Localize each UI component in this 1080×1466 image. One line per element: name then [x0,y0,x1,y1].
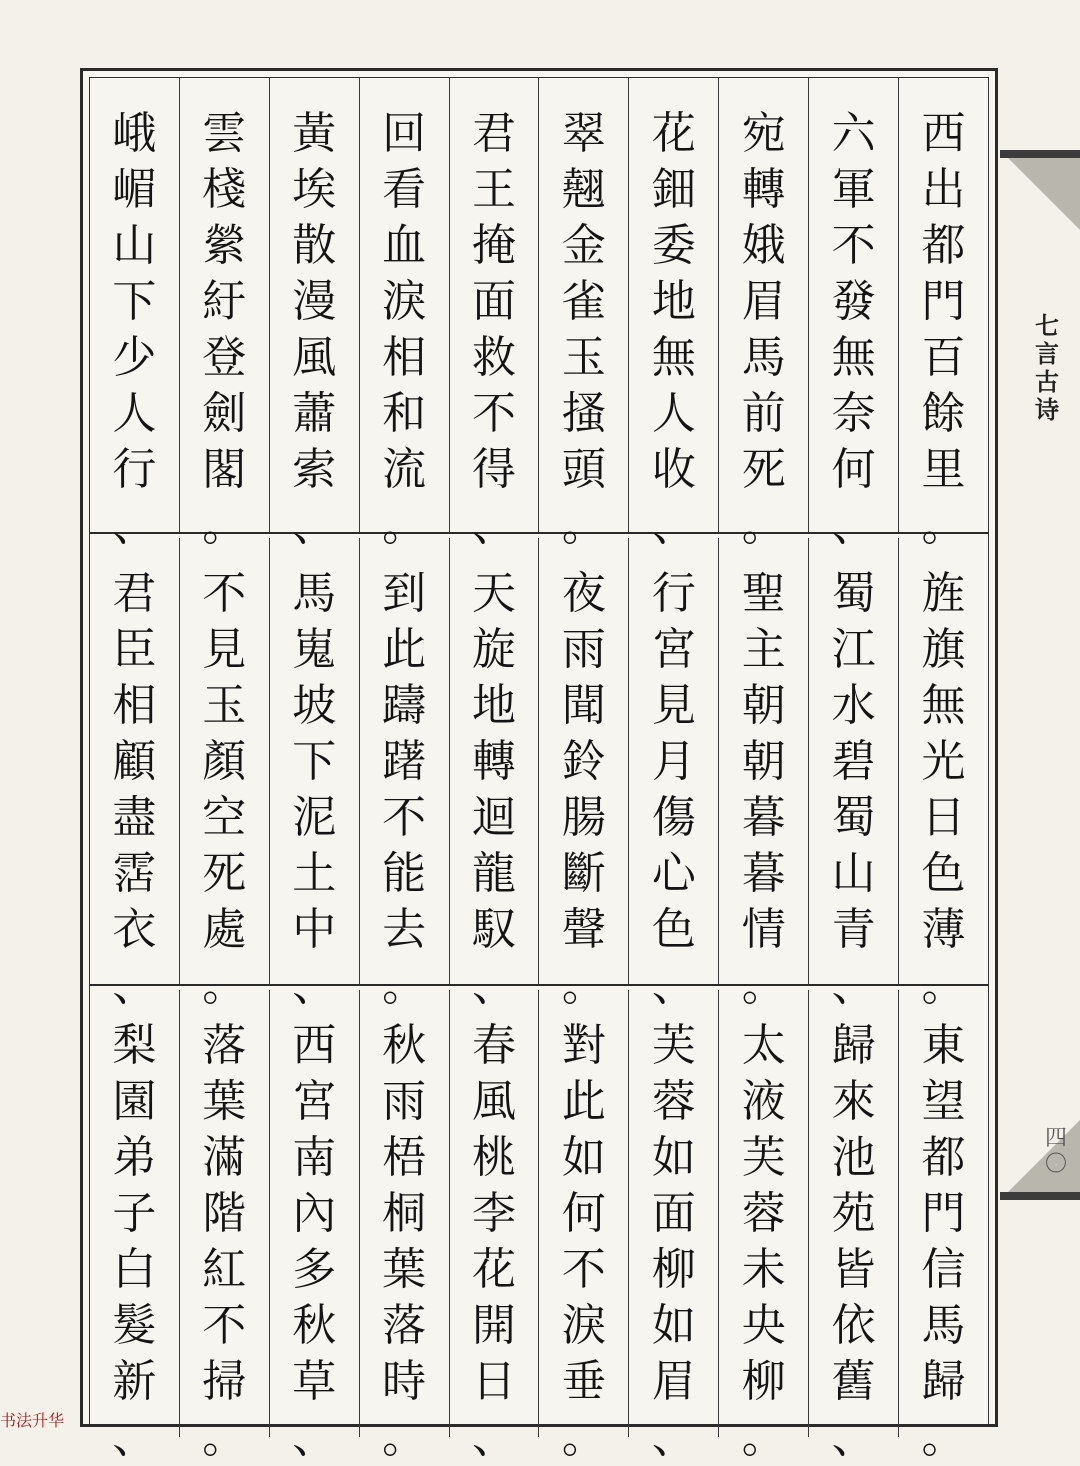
character: 娥 [741,220,786,271]
character: 回 [382,108,427,159]
character: 無 [651,332,696,383]
character: 宮 [651,624,696,675]
character: 。 [741,960,786,1011]
side-tab-top-band [1000,150,1080,158]
character: 去 [382,904,427,955]
character: 翠 [561,108,606,159]
character: 、 [831,1412,876,1463]
side-tab-top-triangle [1000,150,1080,230]
character: 色 [921,848,966,899]
character: 。 [202,1412,247,1463]
character: 鈿 [651,164,696,215]
character: 、 [112,500,157,551]
character: 。 [382,500,427,551]
character: 蓉 [741,1188,786,1239]
character: 地 [472,680,517,731]
character: 旋 [472,624,517,675]
character: 、 [472,500,517,551]
character: 依 [831,1300,876,1351]
character: 未 [741,1244,786,1295]
character: 霑 [112,848,157,899]
character: 臣 [112,624,157,675]
character: 芙 [651,1020,696,1071]
character: 此 [561,1076,606,1127]
character: 山 [831,848,876,899]
character: 登 [202,332,247,383]
character: 得 [472,444,517,495]
character: 、 [472,1412,517,1463]
character: 中 [292,904,337,955]
character: 、 [831,500,876,551]
character: 紆 [202,276,247,327]
text-column [808,990,898,1463]
character: 新 [112,1356,157,1407]
character: 相 [382,332,427,383]
character: 腸 [561,792,606,843]
character: 弟 [112,1132,157,1183]
character: 月 [651,736,696,787]
character: 此 [382,624,427,675]
character: 旗 [921,624,966,675]
character: 宮 [292,1076,337,1127]
character: 都 [921,220,966,271]
character: 白 [112,1244,157,1295]
character: 看 [382,164,427,215]
character: 薄 [921,904,966,955]
character: 。 [741,500,786,551]
character: 無 [831,332,876,383]
character: 嵬 [292,624,337,675]
character: 雨 [561,624,606,675]
character: 坡 [292,680,337,731]
character: 桐 [382,1188,427,1239]
character: 出 [921,164,966,215]
character: 六 [831,108,876,159]
character: 落 [382,1300,427,1351]
character: 和 [382,388,427,439]
character: 東 [921,1020,966,1071]
character: 轉 [741,164,786,215]
character: 馬 [292,568,337,619]
character: 芙 [741,1132,786,1183]
frame-inner [89,77,989,1463]
character: 花 [472,1244,517,1295]
character: 心 [651,848,696,899]
character: 花 [651,108,696,159]
character: 太 [741,1020,786,1071]
character: 空 [202,792,247,843]
character: 峨 [112,108,157,159]
text-column [538,78,628,551]
character: 不 [831,220,876,271]
character: 衣 [112,904,157,955]
character: 園 [112,1076,157,1127]
character: 斷 [561,848,606,899]
character: 餘 [921,388,966,439]
side-tab-bottom-band [1000,1192,1080,1200]
character: 傷 [651,792,696,843]
character: 紅 [202,1244,247,1295]
character: 軍 [831,164,876,215]
character: 朝 [741,680,786,731]
character: 玉 [202,680,247,731]
character: 見 [202,624,247,675]
character: 央 [741,1300,786,1351]
character: 泥 [292,792,337,843]
character: 、 [292,960,337,1011]
character: 青 [831,904,876,955]
character: 盡 [112,792,157,843]
character: 液 [741,1076,786,1127]
character: 聲 [561,904,606,955]
text-column [898,990,988,1463]
character: 苑 [831,1188,876,1239]
character: 不 [202,1300,247,1351]
character: 柳 [741,1356,786,1407]
watermark-text: 书法升华 [0,1411,65,1430]
text-block-3 [90,990,988,1463]
character: 雨 [382,1076,427,1127]
text-column [449,538,539,1011]
character: 、 [292,1412,337,1463]
character: 多 [292,1244,337,1295]
page-number-char: 〇 [1044,1152,1067,1177]
text-column [90,990,179,1463]
character: 碧 [831,736,876,787]
character: 相 [112,680,157,731]
text-column [179,538,269,1011]
character: 。 [561,500,606,551]
character: 君 [472,108,517,159]
character: 、 [651,500,696,551]
character: 蜀 [831,568,876,619]
character: 掩 [472,220,517,271]
text-column [718,538,808,1011]
character: 暮 [741,792,786,843]
character: 歸 [831,1020,876,1071]
character: 百 [921,332,966,383]
character: 、 [292,500,337,551]
character: 迴 [472,792,517,843]
character: 雲 [202,108,247,159]
character: 眉 [741,276,786,327]
character: 地 [651,276,696,327]
character: 不 [382,792,427,843]
character: 見 [651,680,696,731]
character: 血 [382,220,427,271]
character: 漫 [292,276,337,327]
text-column [538,990,628,1463]
character: 人 [651,388,696,439]
character: 色 [651,904,696,955]
character: 對 [561,1020,606,1071]
text-column [90,78,179,551]
character: 。 [202,960,247,1011]
character: 。 [561,1412,606,1463]
character: 閣 [202,444,247,495]
character: 。 [382,1412,427,1463]
character: 子 [112,1188,157,1239]
character: 柳 [651,1244,696,1295]
text-column [628,78,718,551]
character: 土 [292,848,337,899]
character: 。 [741,1412,786,1463]
text-column [898,538,988,1011]
character: 。 [921,500,966,551]
character: 發 [831,276,876,327]
character: 行 [112,444,157,495]
character: 黃 [292,108,337,159]
text-column [90,538,179,1011]
character: 門 [921,276,966,327]
section-title-char: 七 [1035,312,1059,340]
character: 秋 [292,1300,337,1351]
character: 王 [472,164,517,215]
character: 棧 [202,164,247,215]
character: 西 [292,1020,337,1071]
text-column [359,78,449,551]
character: 流 [382,444,427,495]
character: 嵋 [112,164,157,215]
character: 龍 [472,848,517,899]
character: 宛 [741,108,786,159]
character: 桃 [472,1132,517,1183]
character: 聞 [561,680,606,731]
text-column [179,78,269,551]
text-column [808,538,898,1011]
character: 。 [202,500,247,551]
character: 委 [651,220,696,271]
character: 信 [921,1244,966,1295]
character: 蜀 [831,792,876,843]
character: 、 [651,960,696,1011]
character: 、 [112,1412,157,1463]
character: 望 [921,1076,966,1127]
character: 救 [472,332,517,383]
character: 里 [921,444,966,495]
text-column [449,78,539,551]
character: 、 [651,1412,696,1463]
character: 躇 [382,736,427,787]
text-column [449,990,539,1463]
character: 淚 [561,1300,606,1351]
character: 面 [651,1188,696,1239]
character: 聖 [741,568,786,619]
character: 草 [292,1356,337,1407]
character: 埃 [292,164,337,215]
character: 水 [831,680,876,731]
character: 鈴 [561,736,606,787]
character: 顧 [112,736,157,787]
character: 夜 [561,568,606,619]
character: 。 [382,960,427,1011]
character: 南 [292,1132,337,1183]
text-column [808,78,898,551]
character: 風 [292,332,337,383]
character: 如 [651,1300,696,1351]
text-column [269,78,359,551]
character: 雀 [561,276,606,327]
character: 行 [651,568,696,619]
text-column [718,990,808,1463]
character: 、 [831,960,876,1011]
text-column [179,990,269,1463]
character: 。 [921,1412,966,1463]
text-column [359,990,449,1463]
character: 下 [292,736,337,787]
character: 池 [831,1132,876,1183]
character: 情 [741,904,786,955]
character: 梧 [382,1132,427,1183]
character: 處 [202,904,247,955]
page-number-char: 四 [1044,1126,1067,1151]
character: 前 [741,388,786,439]
character: 何 [831,444,876,495]
text-column [628,538,718,1011]
character: 何 [561,1188,606,1239]
section-title-char: 古 [1035,368,1059,396]
character: 不 [561,1244,606,1295]
character: 歸 [921,1356,966,1407]
character: 皆 [831,1244,876,1295]
character: 眉 [651,1356,696,1407]
text-column [359,538,449,1011]
text-block-1 [90,78,988,551]
character: 、 [472,960,517,1011]
character: 死 [202,848,247,899]
character: 舊 [831,1356,876,1407]
character: 主 [741,624,786,675]
character: 旌 [921,568,966,619]
character: 人 [112,388,157,439]
character: 頭 [561,444,606,495]
character: 散 [292,220,337,271]
character: 收 [651,444,696,495]
page-frame [80,68,998,1463]
character: 秋 [382,1020,427,1071]
character: 階 [202,1188,247,1239]
character: 暮 [741,848,786,899]
character: 翹 [561,164,606,215]
character: 光 [921,736,966,787]
character: 江 [831,624,876,675]
character: 如 [561,1132,606,1183]
section-title-char: 诗 [1035,396,1059,424]
character: 搔 [561,388,606,439]
character: 下 [112,276,157,327]
character: 死 [741,444,786,495]
character: 能 [382,848,427,899]
character: 馬 [921,1300,966,1351]
character: 掃 [202,1356,247,1407]
text-column [898,78,988,551]
text-column [269,538,359,1011]
character: 索 [292,444,337,495]
character: 葉 [382,1244,427,1295]
character: 內 [292,1188,337,1239]
page-number [1036,1126,1076,1178]
character: 開 [472,1300,517,1351]
character: 西 [921,108,966,159]
character: 來 [831,1076,876,1127]
text-column [718,78,808,551]
character: 轉 [472,736,517,787]
character: 淚 [382,276,427,327]
text-column [269,990,359,1463]
character: 門 [921,1188,966,1239]
character: 日 [472,1356,517,1407]
character: 金 [561,220,606,271]
character: 少 [112,332,157,383]
character: 面 [472,276,517,327]
character: 到 [382,568,427,619]
character: 李 [472,1188,517,1239]
character: 春 [472,1020,517,1071]
character: 躊 [382,680,427,731]
character: 劍 [202,388,247,439]
character: 顏 [202,736,247,787]
character: 時 [382,1356,427,1407]
character: 無 [921,680,966,731]
character: 如 [651,1132,696,1183]
character: 都 [921,1132,966,1183]
section-title [1030,312,1064,424]
character: 髮 [112,1300,157,1351]
character: 、 [112,960,157,1011]
character: 馭 [472,904,517,955]
character: 君 [112,568,157,619]
character: 垂 [561,1356,606,1407]
character: 日 [921,792,966,843]
character: 山 [112,220,157,271]
character: 滿 [202,1132,247,1183]
character: 不 [472,388,517,439]
character: 梨 [112,1020,157,1071]
side-tab [1000,150,1080,1200]
text-column [538,538,628,1011]
character: 葉 [202,1076,247,1127]
character: 奈 [831,388,876,439]
character: 蕭 [292,388,337,439]
character: 蓉 [651,1076,696,1127]
character: 。 [921,960,966,1011]
character: 風 [472,1076,517,1127]
character: 朝 [741,736,786,787]
character: 玉 [561,332,606,383]
character: 不 [202,568,247,619]
character: 天 [472,568,517,619]
character: 落 [202,1020,247,1071]
text-block-2 [90,538,988,1011]
section-title-char: 言 [1035,340,1059,368]
character: 縈 [202,220,247,271]
character: 。 [561,960,606,1011]
text-column [628,990,718,1463]
character: 馬 [741,332,786,383]
